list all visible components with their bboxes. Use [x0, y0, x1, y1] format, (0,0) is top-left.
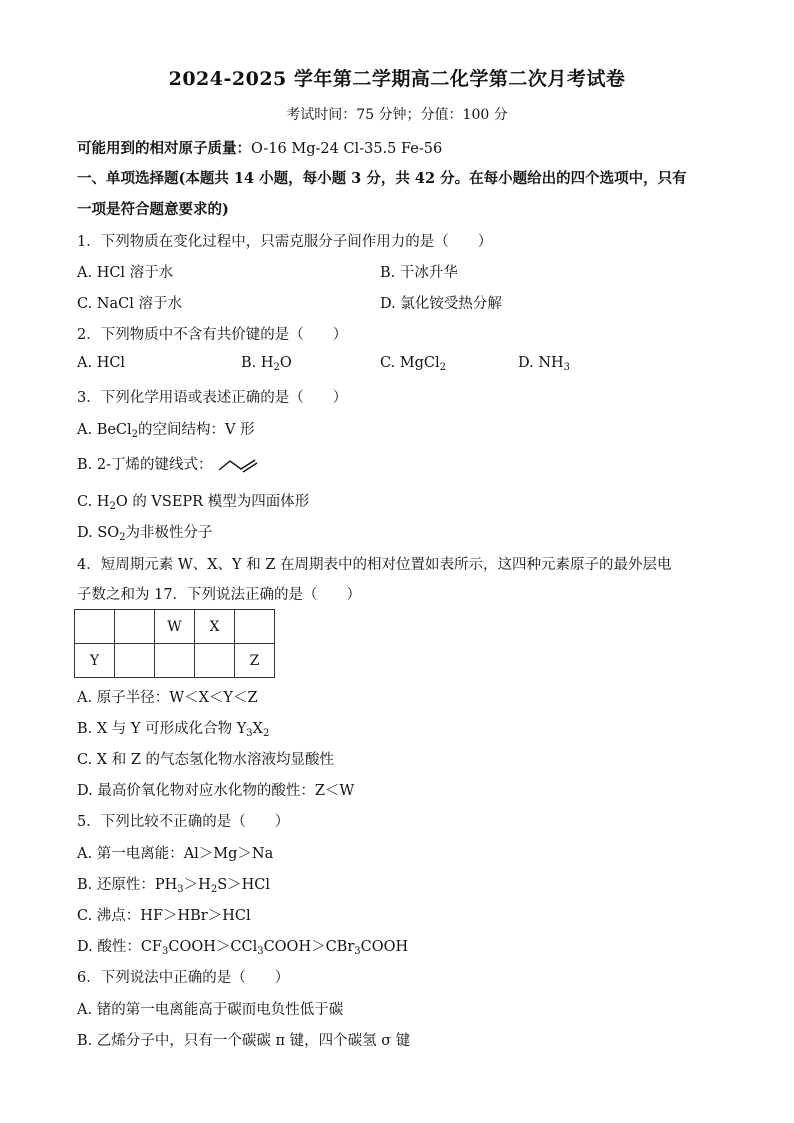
q5-option-b: B. 还原性：$PH_3>H_2S>HCl$: [77, 877, 270, 895]
q3-option-c: C. $H_2O$ 的 VSEPR 模型为四面体形: [77, 494, 310, 512]
q6-option-b: B. 乙烯分子中，只有一个碳碳 π 键，四个碳氢 σ 键: [77, 1033, 411, 1049]
table-row: [75, 610, 275, 644]
q5-option-a: A. 第一电离能：Al＞Mg＞Na: [77, 846, 274, 862]
section1-heading-line1: 一、单项选择题(本题共 14 小题，每小题 3 分，共 42 分。在每小题给出的四个选项中，只有: [77, 170, 687, 187]
q3-option-d: D. $SO_2$为非极性分子: [77, 525, 213, 543]
q3-option-b: B. 2-丁烯的键线式：: [77, 453, 263, 474]
table-cell: [155, 644, 195, 678]
q4-stem-line1: 4．短周期元素 W、X、Y 和 Z 在周期表中的相对位置如表所示，这四种元素原子的最外层电: [77, 557, 672, 573]
q2-option-a: A. HCl: [77, 355, 126, 371]
q2-option-c: C. MgCl$_2$: [380, 355, 447, 373]
q4-stem-line2: 子数之和为 17．下列说法正确的是（ ）: [77, 587, 362, 603]
q4-option-d: D. 最高价氧化物对应水化物的酸性：Z＜W: [77, 783, 355, 799]
atomic-masses-label: 可能用到的相对原子质量：: [77, 140, 251, 157]
q2-stem: 2．下列物质中不含有共价键的是（ ）: [77, 327, 348, 343]
q3-option-a: A. BeCl$_2$的空间结构：V 形: [77, 422, 255, 440]
table-cell: [195, 644, 235, 678]
q4-option-b: B. X 与 Y 可形成化合物 $Y_3X_2$: [77, 721, 270, 739]
q1-option-b: B. 干冰升华: [380, 265, 458, 281]
table-cell: [235, 610, 275, 644]
q5-option-c: C. 沸点：HF＞HBr＞HCl: [77, 908, 251, 924]
q1-option-d: D. 氯化铵受热分解: [380, 296, 502, 312]
q1-stem: 1．下列物质在变化过程中，只需克服分子间作用力的是（ ）: [77, 234, 493, 250]
table-cell: [115, 610, 155, 644]
q5-stem: 5．下列比较不正确的是（ ）: [77, 814, 290, 830]
exam-title: 2024-2025 学年第二学期高二化学第二次月考试卷: [168, 68, 626, 90]
q2-option-b: B. $H_2O$: [241, 355, 292, 373]
table-cell: X: [195, 610, 235, 644]
atomic-masses-values: O-16 Mg-24 Cl-35.5 Fe-56: [251, 141, 443, 157]
q1-option-a: A. HCl 溶于水: [77, 265, 174, 281]
butene-skeletal-formula: [217, 457, 263, 473]
table-cell: Y: [75, 644, 115, 678]
periodic-position-table: [74, 609, 275, 678]
q1-option-c: C. NaCl 溶于水: [77, 296, 182, 312]
table-cell: [115, 644, 155, 678]
table-row: [75, 644, 275, 678]
q6-option-a: A. 锗的第一电离能高于碳而电负性低于碳: [77, 1002, 344, 1018]
atomic-masses-line: [77, 137, 442, 158]
table-cell: Z: [235, 644, 275, 678]
q3-stem: 3．下列化学用语或表述正确的是（ ）: [77, 390, 348, 406]
section1-heading-line2: 一项是符合题意要求的): [77, 201, 229, 218]
table-cell: [75, 610, 115, 644]
exam-info: 考试时间：75 分钟；分值：100 分: [286, 107, 508, 123]
table-cell: W: [155, 610, 195, 644]
q4-option-c: C. X 和 Z 的气态氢化物水溶液均显酸性: [77, 752, 335, 768]
q2-option-d: D. $NH_3$: [518, 355, 571, 373]
q4-option-a: A. 原子半径：W＜X＜Y＜Z: [77, 690, 258, 706]
q6-stem: 6．下列说法中正确的是（ ）: [77, 970, 290, 986]
q5-option-d: D. 酸性：$CF_3COOH>CCl_3COOH>CBr_3COOH$: [77, 939, 409, 957]
